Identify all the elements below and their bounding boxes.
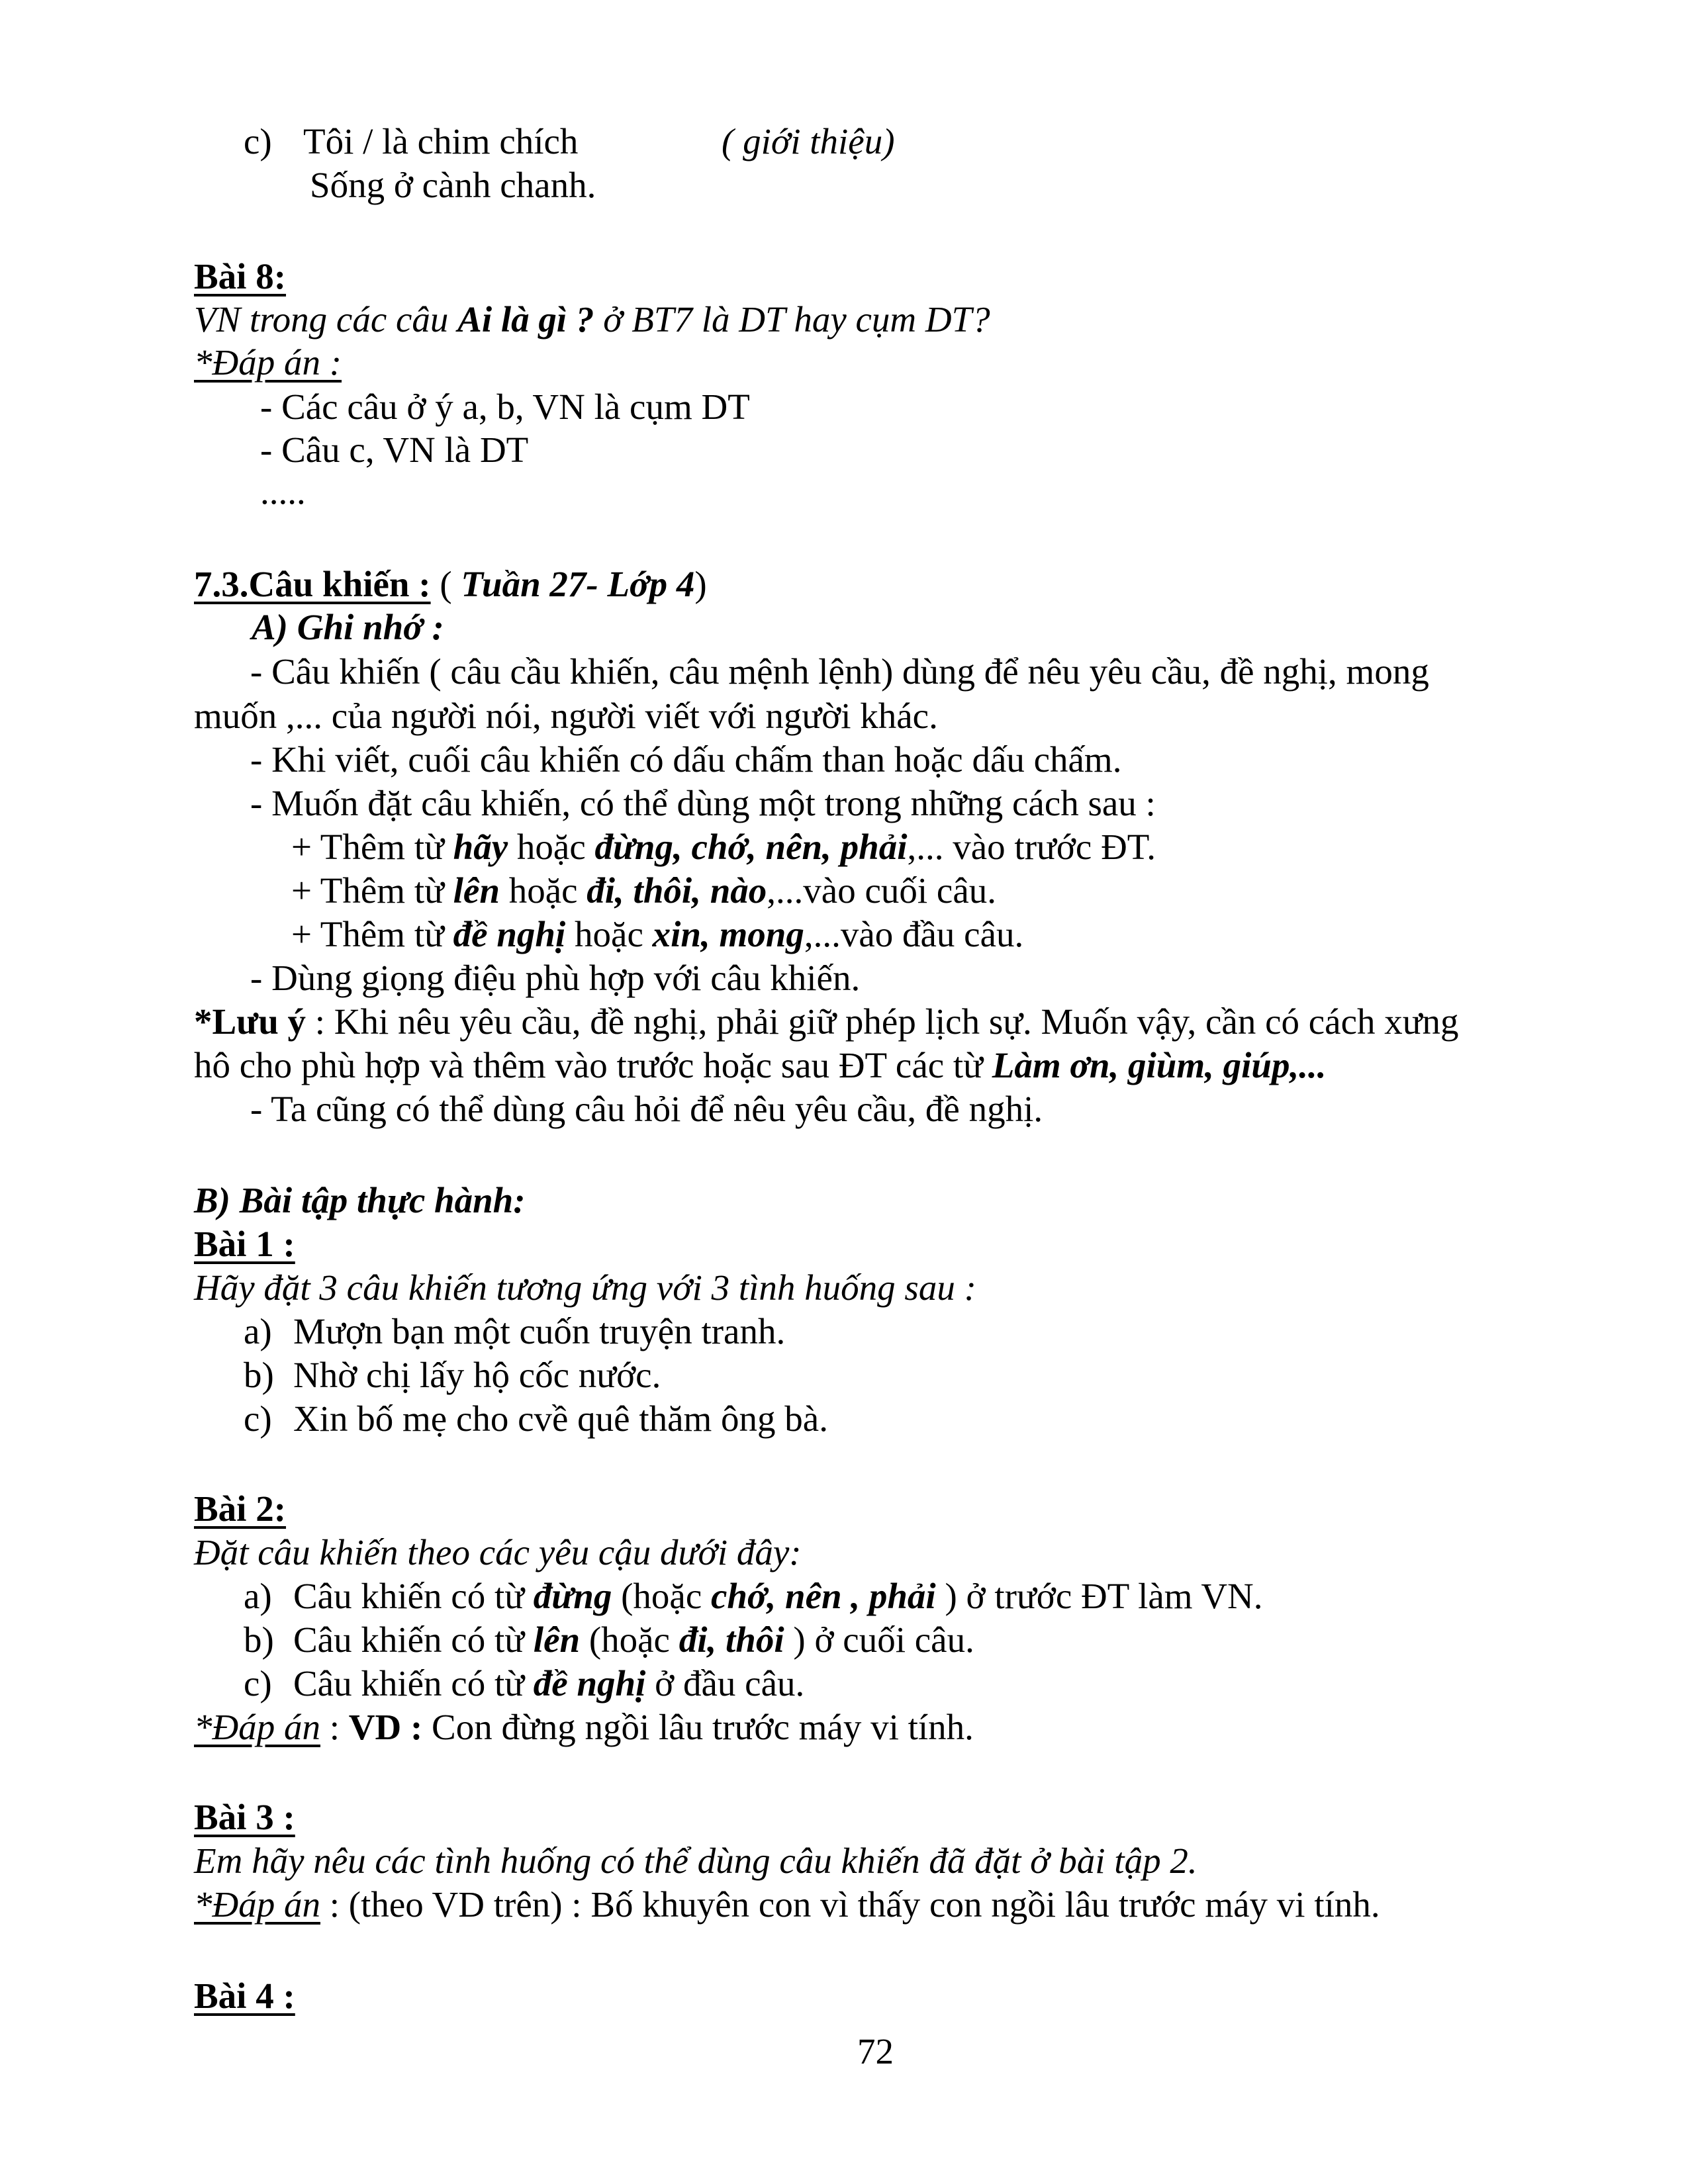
exercise-prompt: VN trong các câu Ai là gì ? ở BT7 là DT hay cụm DT? bbox=[194, 299, 990, 340]
list-item-text: Nhờ chị lấy hộ cốc nước. bbox=[293, 1355, 661, 1395]
answer-line: - Các câu ở ý a, b, VN là cụm DT bbox=[260, 387, 750, 427]
note-line: *Lưu ý : Khi nêu yêu cầu, đề nghị, phải giữ phép lịch sự. Muốn vậy, cần có cách xưng bbox=[194, 1001, 1459, 1042]
list-item-text: Câu khiến có từ đề nghị ở đầu câu. bbox=[293, 1663, 805, 1704]
note-line: hô cho phù hợp và thêm vào trước hoặc sau ĐT các từ Làm ơn, giùm, giúp,... bbox=[194, 1045, 1327, 1085]
page-number: 72 bbox=[857, 2031, 894, 2071]
answer-line: *Đáp án : (theo VD trên) : Bố khuyên con vì thấy con ngồi lâu trước máy vi tính. bbox=[194, 1884, 1380, 1925]
list-marker: c) bbox=[244, 1663, 272, 1704]
section-title: 7.3.Câu khiến : ( Tuần 27- Lớp 4) bbox=[194, 564, 707, 604]
list-marker: c) bbox=[244, 121, 272, 161]
answer-line: - Câu c, VN là DT bbox=[260, 430, 529, 470]
subsection-heading: A) Ghi nhớ : bbox=[252, 607, 444, 647]
paragraph-line: muốn ,... của người nói, người viết với người khác. bbox=[194, 696, 938, 736]
answer-label: *Đáp án : bbox=[194, 342, 342, 383]
list-item-text: Câu khiến có từ lên (hoặc đi, thôi ) ở cuối câu. bbox=[293, 1619, 974, 1660]
paragraph-line: - Ta cũng có thể dùng câu hỏi để nêu yêu cầu, đề nghị. bbox=[250, 1089, 1043, 1129]
exercise-heading: Bài 1 : bbox=[194, 1224, 295, 1264]
list-marker: a) bbox=[244, 1576, 272, 1616]
paragraph-line: - Câu khiến ( câu cầu khiến, câu mệnh lệnh) dùng để nêu yêu cầu, đề nghị, mong bbox=[250, 651, 1429, 692]
list-item-text: Xin bố mẹ cho cvề quê thăm ông bà. bbox=[293, 1398, 828, 1439]
method-line: + Thêm từ đề nghị hoặc xin, mong,...vào đầu câu. bbox=[291, 914, 1024, 954]
list-marker: a) bbox=[244, 1311, 272, 1351]
paragraph-line: - Dùng giọng điệu phù hợp với câu khiến. bbox=[250, 958, 861, 998]
exercise-heading: Bài 3 : bbox=[194, 1797, 295, 1837]
exercise-prompt: Đặt câu khiến theo các yêu cậu dưới đây: bbox=[194, 1532, 802, 1572]
exercise-prompt: Em hãy nêu các tình huống có thể dùng câu khiến đã đặt ở bài tập 2. bbox=[194, 1841, 1197, 1881]
answer-ellipsis: ..... bbox=[260, 471, 306, 512]
method-line: + Thêm từ lên hoặc đi, thôi, nào,...vào cuối câu. bbox=[291, 870, 996, 911]
list-item-text: Tôi / là chim chích bbox=[303, 121, 579, 161]
method-line: + Thêm từ hãy hoặc đừng, chớ, nên, phải,... vào trước ĐT. bbox=[291, 827, 1156, 867]
subsection-heading: B) Bài tập thực hành: bbox=[194, 1180, 526, 1220]
exercise-heading: Bài 8: bbox=[194, 256, 287, 296]
list-marker: c) bbox=[244, 1398, 272, 1439]
answer-line: *Đáp án : VD : Con đừng ngồi lâu trước máy vi tính. bbox=[194, 1707, 974, 1747]
exercise-heading: Bài 4 : bbox=[194, 1976, 295, 2016]
list-item-note: ( giới thiệu) bbox=[722, 121, 895, 161]
exercise-prompt: Hãy đặt 3 câu khiến tương ứng với 3 tình huống sau : bbox=[194, 1267, 976, 1308]
paragraph-line: - Khi viết, cuối câu khiến có dấu chấm than hoặc dấu chấm. bbox=[250, 739, 1122, 780]
list-marker: b) bbox=[244, 1355, 274, 1395]
paragraph-line: - Muốn đặt câu khiến, có thể dùng một trong những cách sau : bbox=[250, 783, 1156, 823]
list-item-text: Câu khiến có từ đừng (hoặc chớ, nên , phải ) ở trước ĐT làm VN. bbox=[293, 1576, 1263, 1616]
list-marker: b) bbox=[244, 1619, 274, 1660]
exercise-heading: Bài 2: bbox=[194, 1488, 287, 1529]
list-item-text: Mượn bạn một cuốn truyện tranh. bbox=[293, 1311, 786, 1351]
list-item-continuation: Sống ở cành chanh. bbox=[310, 165, 596, 205]
